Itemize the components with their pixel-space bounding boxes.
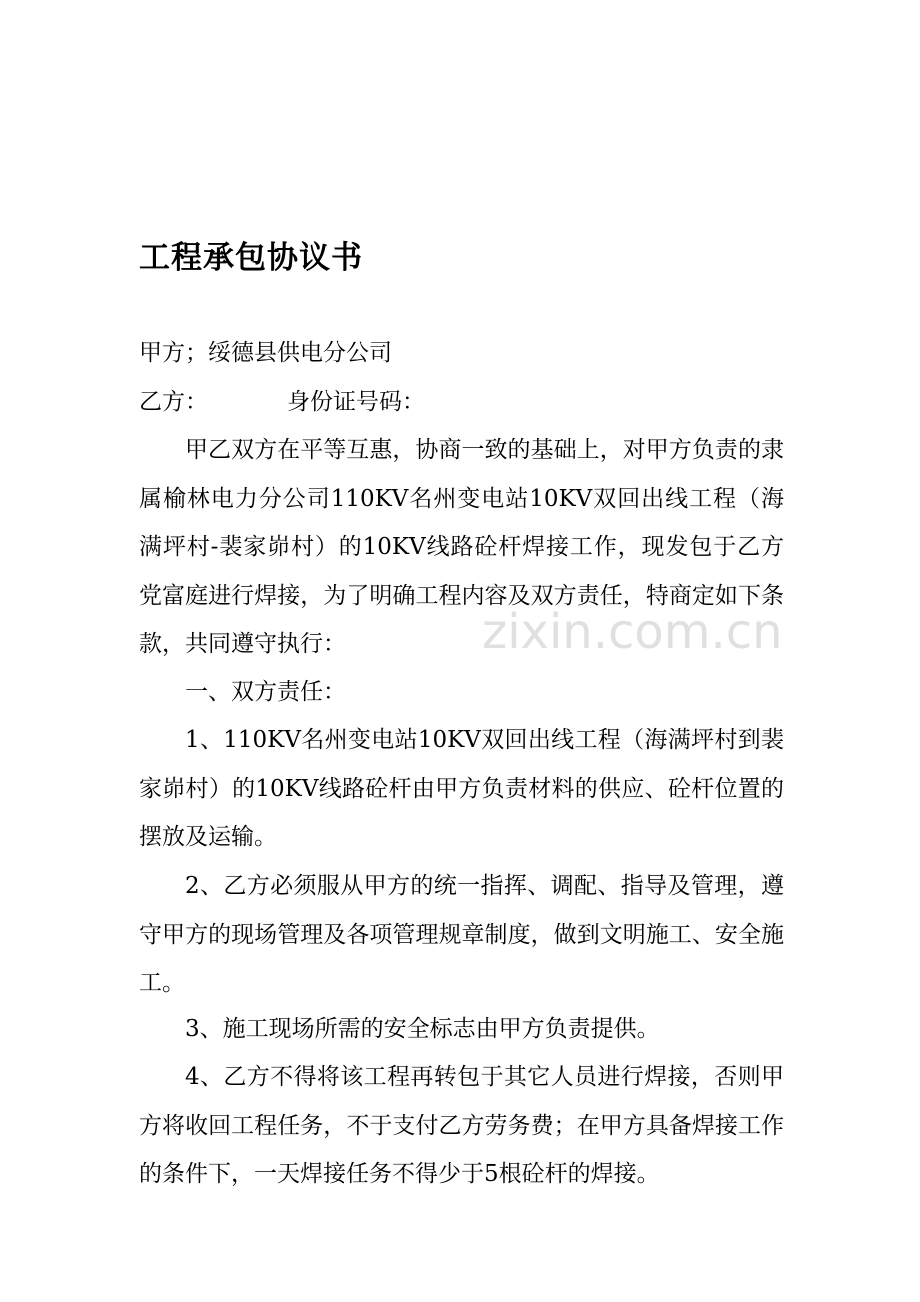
clause-1: 1、110KV名州变电站10KV双回出线工程（海满坪村到裴家峁村）的10KV线路砼杆由甲方负责材料的供应、砼杆位置的摆放及运输。 [139,727,784,850]
party-b-label: 乙方： [139,389,208,415]
party-b-id-label: 身份证号码： [287,389,425,415]
section-heading: 一、双方责任： [185,679,346,705]
clause-3: 3、施工现场所需的安全标志由甲方负责提供。 [185,1016,660,1042]
intro-paragraph: 甲乙双方在平等互惠，协商一致的基础上，对甲方负责的隶属榆林电力分公司110KV名州变电站10KV双回出线工程（海满坪村-裴家峁村）的10KV线路砼杆焊接工作，现发包于乙方党富庭进行焊接，为了明确工程内容及双方责任，特商定如下条款，共同遵守执行： [139,437,784,657]
document-title: 工程承包协议书 [139,240,363,276]
party-a-line: 甲方；绥德县供电分公司 [139,340,392,366]
clause-2: 2、乙方必须服从甲方的统一指挥、调配、指导及管理，遵守甲方的现场管理及各项管理规章制度，做到文明施工、安全施工。 [139,873,784,996]
party-b-line [139,387,425,417]
clause-4: 4、乙方不得将该工程再转包于其它人员进行焊接，否则甲方将收回工程任务，不于支付乙方劳务费；在甲方具备焊接工作的条件下，一天焊接任务不得少于5根砼杆的焊接。 [139,1064,784,1187]
watermark: zixin.com.cn [482,604,783,660]
